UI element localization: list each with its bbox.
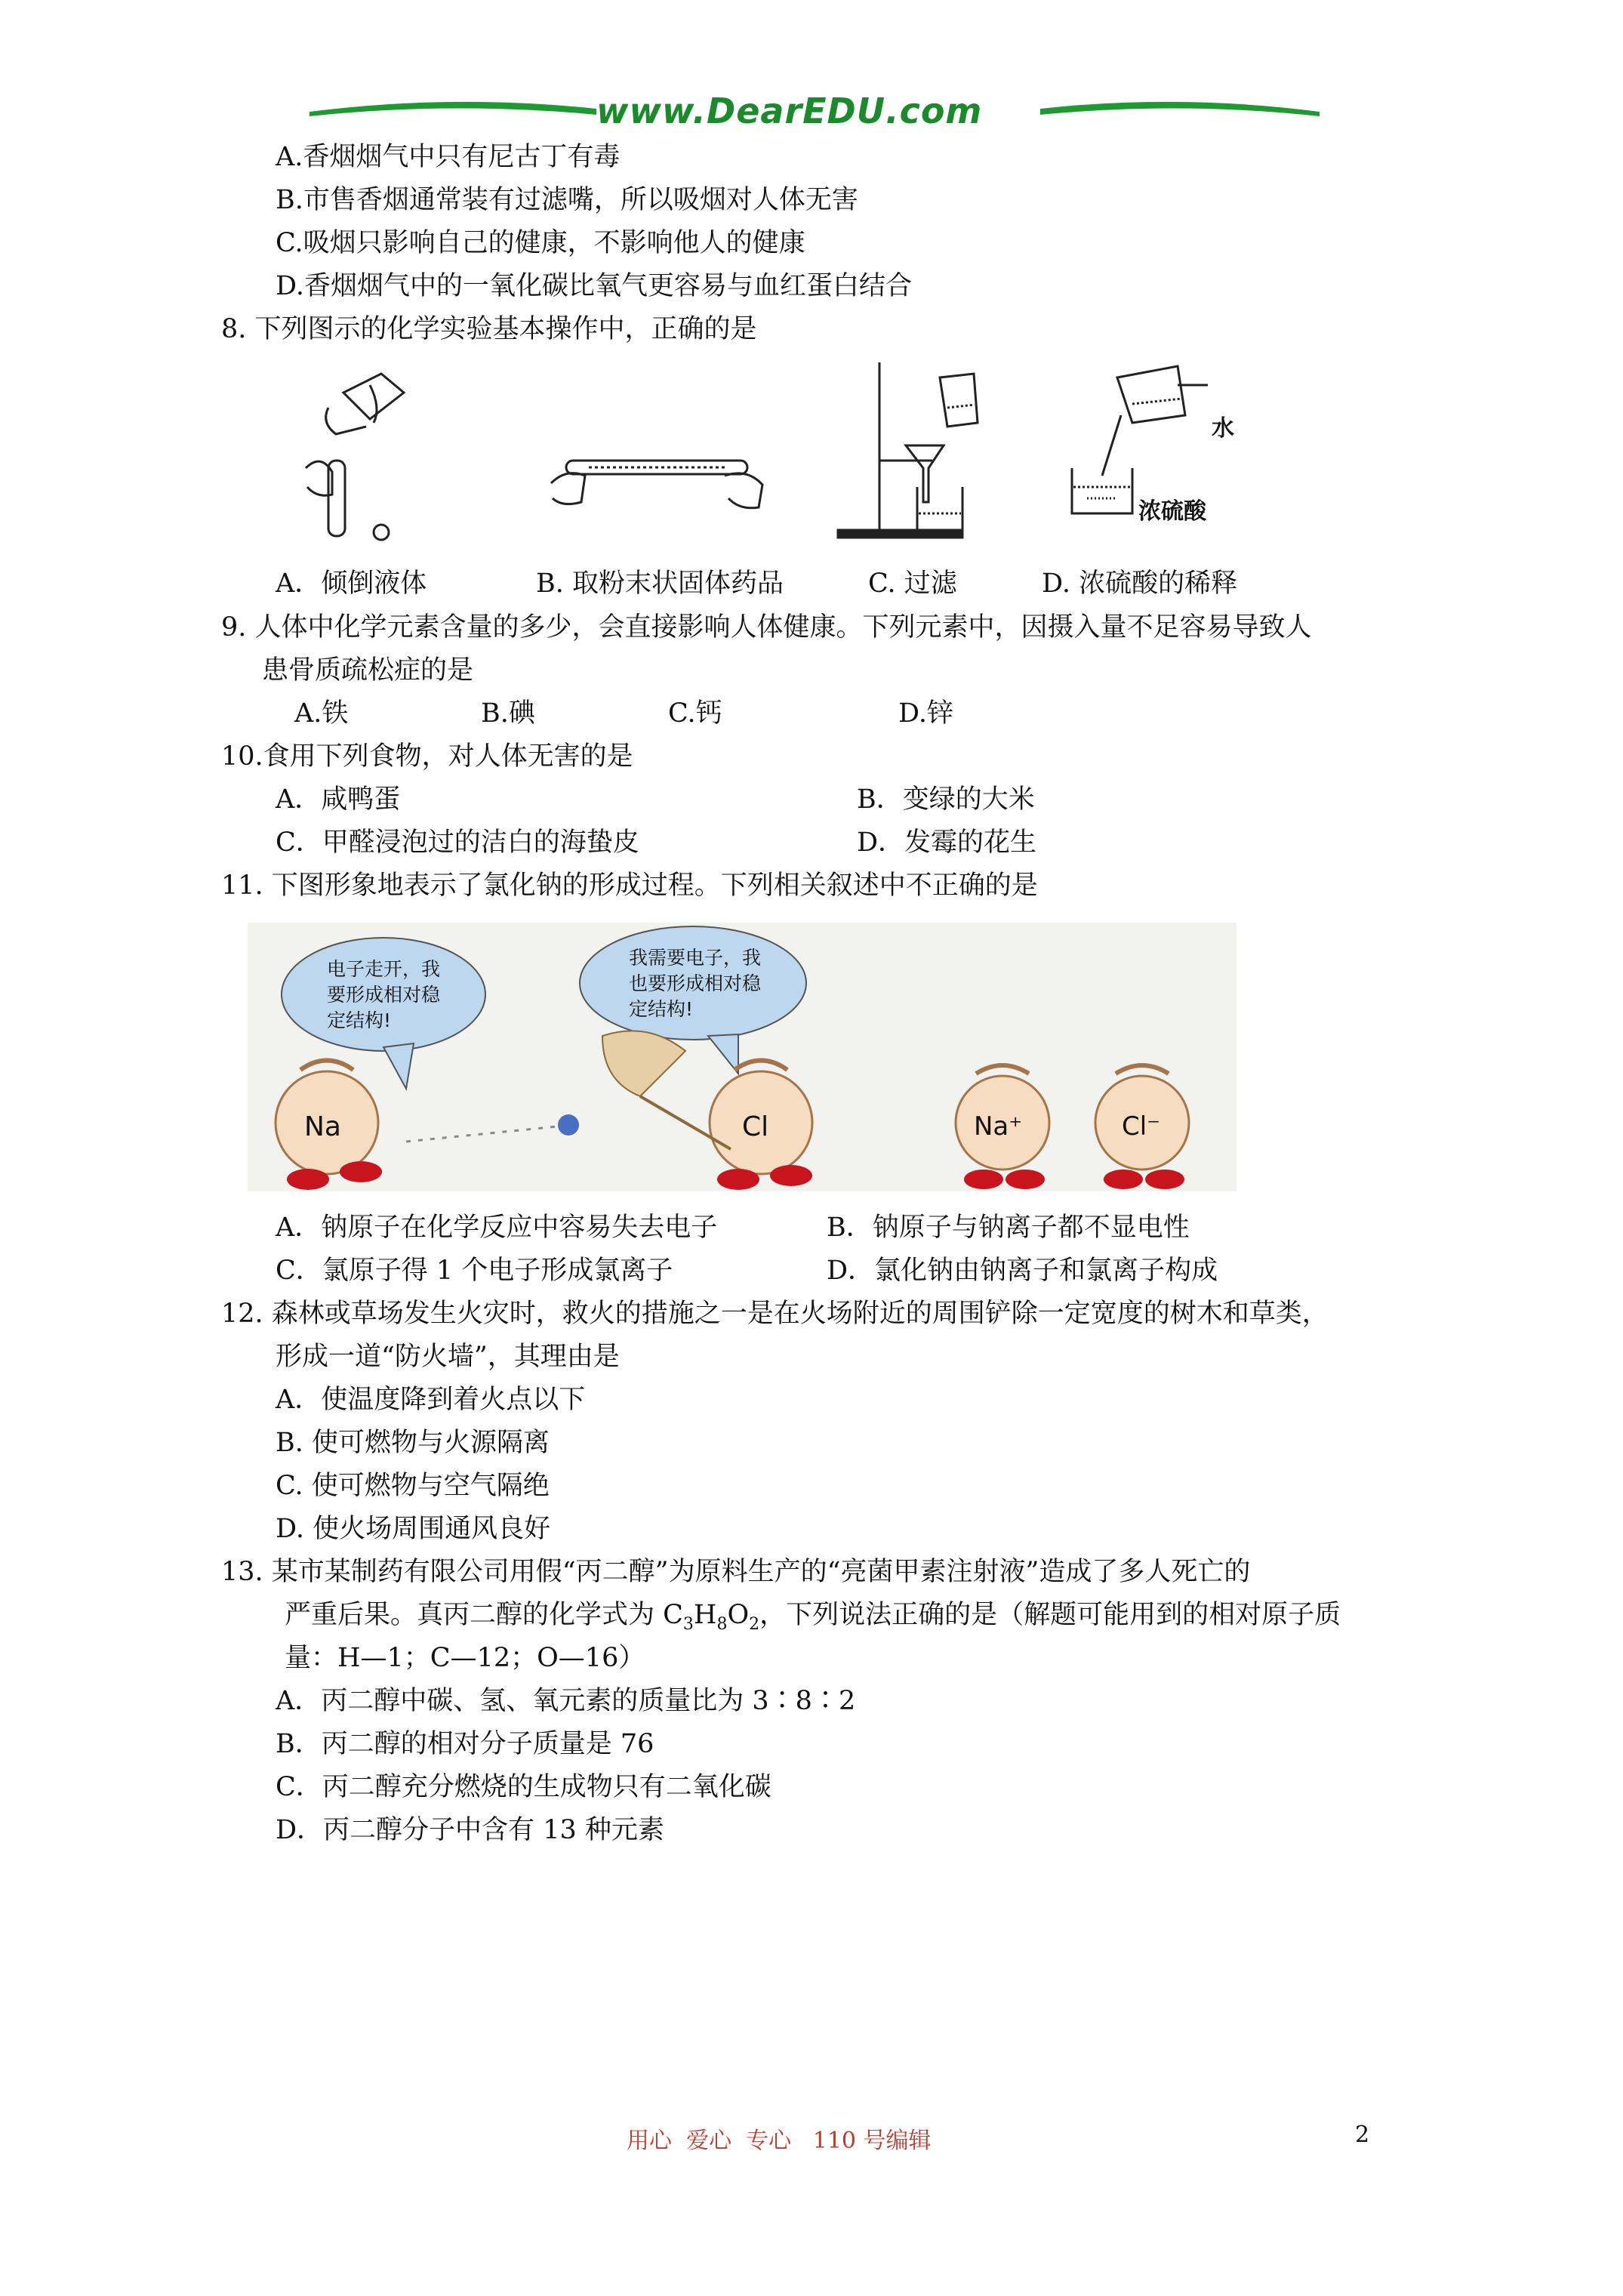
q9-stem-line2: 患骨质疏松症的是 xyxy=(262,655,474,686)
footer-text: 用心 爱心 专心 110 号编辑 xyxy=(627,2128,932,2154)
header-swoosh-left xyxy=(310,89,596,124)
nacl-cartoon xyxy=(248,923,1236,1191)
formula-sub: 3 xyxy=(682,1615,694,1634)
q12-option-a: A．使温度降到着火点以下 xyxy=(276,1385,586,1415)
q7-option-c: C.吸烟只影响自己的健康，不影响他人的健康 xyxy=(276,228,805,258)
header-swoosh-right xyxy=(1040,89,1320,124)
q9-option-c: C.钙 xyxy=(668,698,722,729)
q8-stem: 8. 下列图示的化学实验基本操作中，正确的是 xyxy=(221,314,757,344)
bubble-cl-line: 我需要电子，我 xyxy=(629,947,762,969)
q10-option-b: B．变绿的大米 xyxy=(857,784,1035,815)
header-brand: www.DearEDU.com xyxy=(596,91,983,131)
bubble-na-line: 要形成相对稳 xyxy=(327,984,441,1006)
q7-option-a: A.香烟烟气中只有尼古丁有毒 xyxy=(276,142,621,172)
q13-option-b: B．丙二醇的相对分子质量是 76 xyxy=(276,1729,654,1759)
figure-pouring-liquid xyxy=(298,362,419,551)
q11-option-b: B．钠原子与钠离子都不显电性 xyxy=(827,1213,1190,1243)
bubble-cl-line: 也要形成相对稳 xyxy=(629,972,762,994)
page-number: 2 xyxy=(1355,2122,1370,2148)
bubble-cl-line: 定结构! xyxy=(629,998,694,1020)
q13-option-c: C．丙二醇充分燃烧的生成物只有二氧化碳 xyxy=(276,1772,771,1802)
q13-stem-line2 xyxy=(285,1598,1341,1642)
q9-option-b: B.碘 xyxy=(481,698,535,729)
q11-option-a: A．钠原子在化学反应中容易失去电子 xyxy=(276,1213,718,1243)
label-na-plus: Na⁺ xyxy=(974,1111,1023,1142)
q7-option-b: B.市售香烟通常装有过滤嘴，所以吸烟对人体无害 xyxy=(276,185,858,215)
q12-stem-line2: 形成一道“防火墙”，其理由是 xyxy=(276,1342,620,1372)
q10-option-d: D．发霉的花生 xyxy=(857,827,1037,858)
q10-option-a: A．咸鸭蛋 xyxy=(276,784,401,815)
formula-el: H xyxy=(693,1600,717,1630)
bubble-na-line: 电子走开，我 xyxy=(327,958,441,980)
q13-stem-text: ，下列说法正确的是（解题可能用到的相对原子质 xyxy=(759,1600,1341,1630)
q8-caption-b: B. 取粉末状固体药品 xyxy=(536,569,784,599)
q7-option-d: D.香烟烟气中的一氧化碳比氧气更容易与血红蛋白结合 xyxy=(276,271,912,301)
q12-option-c: C. 使可燃物与空气隔绝 xyxy=(276,1471,550,1501)
q10-option-c: C．甲醛浸泡过的洁白的海蛰皮 xyxy=(276,827,639,858)
formula-el: O xyxy=(727,1600,750,1630)
q8-caption-d: D. 浓硫酸的稀释 xyxy=(1042,569,1238,599)
bubble-na-line: 定结构! xyxy=(327,1009,392,1031)
bubble-na-text xyxy=(327,957,440,1034)
bubble-cl-text xyxy=(629,945,761,1022)
q13-stem-line3: 量：H—1；C—12；O—16） xyxy=(285,1643,645,1673)
q13-option-a: A．丙二醇中碳、氢、氧元素的质量比为 3∶8∶2 xyxy=(276,1686,856,1716)
q13-option-d: D．丙二醇分子中含有 13 种元素 xyxy=(276,1815,664,1845)
q8-caption-c: C. 过滤 xyxy=(868,569,957,599)
figure-filtration xyxy=(834,355,1038,544)
q9-option-d: D.锌 xyxy=(898,698,953,729)
q11-stem: 11. 下图形象地表示了氯化钠的形成过程。下列相关叙述中不正确的是 xyxy=(221,871,1038,901)
label-cl: Cl xyxy=(742,1111,769,1142)
q9-option-a: A.铁 xyxy=(294,698,349,729)
label-cl-minus: Cl⁻ xyxy=(1122,1111,1161,1142)
q13-stem-line1: 13. 某市某制药有限公司用假“丙二醇”为原料生产的“亮菌甲素注射液”造成了多人死亡的 xyxy=(221,1557,1251,1587)
label-na: Na xyxy=(304,1111,341,1142)
q12-stem-line1: 12. 森林或草场发生火灾时，救火的措施之一是在火场附近的周围铲除一定宽度的树木和草类， xyxy=(221,1299,1329,1329)
q12-option-d: D. 使火场周围通风良好 xyxy=(276,1514,551,1544)
q10-stem: 10.食用下列食物，对人体无害的是 xyxy=(221,741,633,772)
q9-stem-line1: 9. 人体中化学元素含量的多少，会直接影响人体健康。下列元素中，因摄入量不足容易导致人 xyxy=(221,612,1312,643)
formula-sub: 2 xyxy=(749,1615,760,1634)
figure-powder-in-tube xyxy=(544,438,770,513)
label-acid: 浓硫酸 xyxy=(1138,498,1206,525)
q11-option-d: D．氯化钠由钠离子和氯离子构成 xyxy=(827,1256,1218,1286)
q12-option-b: B. 使可燃物与火源隔离 xyxy=(276,1428,550,1458)
q11-option-c: C．氯原子得 1 个电子形成氯离子 xyxy=(276,1256,673,1286)
q8-caption-a: A．倾倒液体 xyxy=(276,569,427,599)
formula-sub: 8 xyxy=(716,1615,728,1634)
label-water: 水 xyxy=(1212,415,1234,442)
q13-stem-text: 严重后果。真丙二醇的化学式为 C xyxy=(285,1600,683,1630)
